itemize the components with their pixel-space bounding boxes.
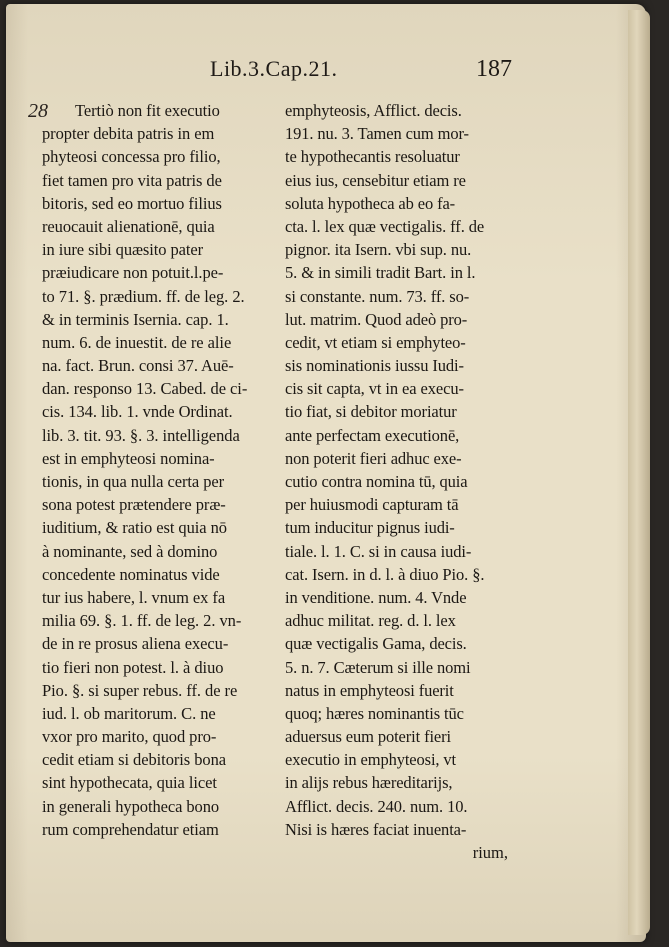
- right-column-line: tiale. l. 1. C. si in causa iudi-: [285, 541, 472, 561]
- left-column-line: tionis, in qua nulla certa per: [42, 472, 225, 491]
- right-column-line: per huiusmodi capturam tā: [285, 495, 459, 515]
- right-column-line: ante perfectam executionē,: [285, 425, 460, 445]
- left-column-line: propter debita patris in em: [42, 124, 215, 144]
- left-column-line: tur ius habere, l. vnum ex fa: [42, 587, 226, 607]
- left-column-line: vxor pro marito, quod pro-: [42, 727, 217, 747]
- right-column-line: cutio contra nomina tū, quia: [285, 472, 468, 491]
- left-column-line: iuditium, & ratio est quia nō: [42, 518, 227, 538]
- left-column-line: sint hypothecata, quia licet: [42, 773, 217, 793]
- right-column-line: sis nominationis iussu Iudi-: [285, 356, 464, 376]
- left-column-line: & in terminis Isernia. cap. 1.: [42, 309, 229, 329]
- left-column-line: Tertiò non fit executio: [75, 101, 220, 120]
- left-column-line: cis. 134. lib. 1. vnde Ordinat.: [42, 402, 233, 422]
- right-column-line: eius ius, censebitur etiam re: [285, 170, 466, 190]
- margin-mark: 28: [28, 100, 48, 122]
- left-column-line: bitoris, sed eo mortuo filius: [42, 193, 222, 213]
- right-column-line: emphyteosis, Afflict. decis.: [285, 101, 462, 120]
- left-column-line: num. 6. de inuestit. de re alie: [42, 332, 232, 352]
- right-column-line: 5. n. 7. Cæterum si ille nomi: [285, 657, 471, 677]
- left-column-line: phyteosi concessa pro filio,: [42, 147, 221, 167]
- right-column-line: Afflict. decis. 240. num. 10.: [285, 796, 468, 816]
- right-column-line: Nisi is hæres faciat inuenta-: [285, 819, 467, 839]
- left-text-column: [42, 99, 272, 841]
- right-column-line: quoq; hæres nominantis tūc: [285, 703, 464, 723]
- right-column-line: soluta hypotheca ab eo fa-: [285, 193, 456, 213]
- left-column-line: rum comprehendatur etiam: [42, 819, 219, 839]
- right-column-line: in venditione. num. 4. Vnde: [285, 587, 467, 607]
- right-column-line: 191. nu. 3. Tamen cum mor-: [285, 124, 469, 144]
- right-column-line: aduersus eum poterit fieri: [285, 727, 451, 747]
- right-column-line: executio in emphyteosi, vt: [285, 750, 457, 770]
- right-column-line: lut. matrim. Quod adeò pro-: [285, 309, 468, 329]
- page-edge: [628, 10, 650, 935]
- left-column-line: dan. responso 13. Cabed. de ci-: [42, 379, 248, 399]
- left-column-line: est in emphyteosi nomina-: [42, 448, 215, 468]
- right-column-line: natus in emphyteosi fuerit: [285, 680, 454, 700]
- left-column-line: na. fact. Brun. consi 37. Auē-: [42, 356, 234, 376]
- left-column-line: lib. 3. tit. 93. §. 3. intelligenda: [42, 425, 240, 445]
- right-column-line: quæ vectigalis Gama, decis.: [285, 634, 467, 654]
- right-column-line: cis sit capta, vt in ea execu-: [285, 379, 464, 399]
- left-column-line: à nominante, sed à domino: [42, 541, 218, 561]
- right-column-line: 5. & in simili tradit Bart. in l.: [285, 263, 476, 283]
- page-header: [210, 56, 530, 86]
- left-column-line: reuocauit alienationē, quia: [42, 216, 215, 236]
- right-column-line: non poterit fieri adhuc exe-: [285, 448, 462, 468]
- left-column-line: tio fieri non potest. l. à diuo: [42, 657, 224, 677]
- right-column-line: cat. Isern. in d. l. à diuo Pio. §.: [285, 564, 485, 584]
- left-column-line: iud. l. ob maritorum. C. ne: [42, 703, 216, 723]
- right-column-line: adhuc militat. reg. d. l. lex: [285, 611, 456, 631]
- right-column-line: rium,: [472, 843, 508, 862]
- right-text-column: [285, 99, 520, 864]
- right-column-line: te hypothecantis resoluatur: [285, 147, 460, 167]
- left-column-line: to 71. §. prædium. ff. de leg. 2.: [42, 286, 245, 306]
- page-number: 187: [476, 56, 512, 82]
- left-column-line: præiudicare non potuit.l.pe-: [42, 263, 224, 283]
- left-column-line: cedit etiam si debitoris bona: [42, 750, 227, 770]
- right-column-line: pignor. ita Isern. vbi sup. nu.: [285, 240, 472, 260]
- left-column-line: in iure sibi quæsito pater: [42, 240, 204, 260]
- right-column-line: cedit, vt etiam si emphyteo-: [285, 332, 466, 352]
- right-column-line: si constante. num. 73. ff. so-: [285, 286, 470, 306]
- left-column-line: milia 69. §. 1. ff. de leg. 2. vn-: [42, 611, 242, 631]
- running-head: Lib.3.Cap.21.: [210, 56, 338, 81]
- left-column-line: Pio. §. si super rebus. ff. de re: [42, 680, 238, 700]
- right-column-line: tum inducitur pignus iudi-: [285, 518, 455, 538]
- left-column-line: in generali hypotheca bono: [42, 796, 220, 816]
- right-column-line: cta. l. lex quæ vectigalis. ff. de: [285, 216, 485, 236]
- right-column-line: in alijs rebus hæreditarijs,: [285, 773, 453, 793]
- left-column-line: de in re prosus aliena execu-: [42, 634, 229, 654]
- right-column-line: tio fiat, si debitor moriatur: [285, 402, 457, 422]
- left-column-line: fiet tamen pro vita patris de: [42, 170, 222, 190]
- left-column-line: sona potest prætendere præ-: [42, 495, 226, 515]
- left-column-line: concedente nominatus vide: [42, 564, 220, 584]
